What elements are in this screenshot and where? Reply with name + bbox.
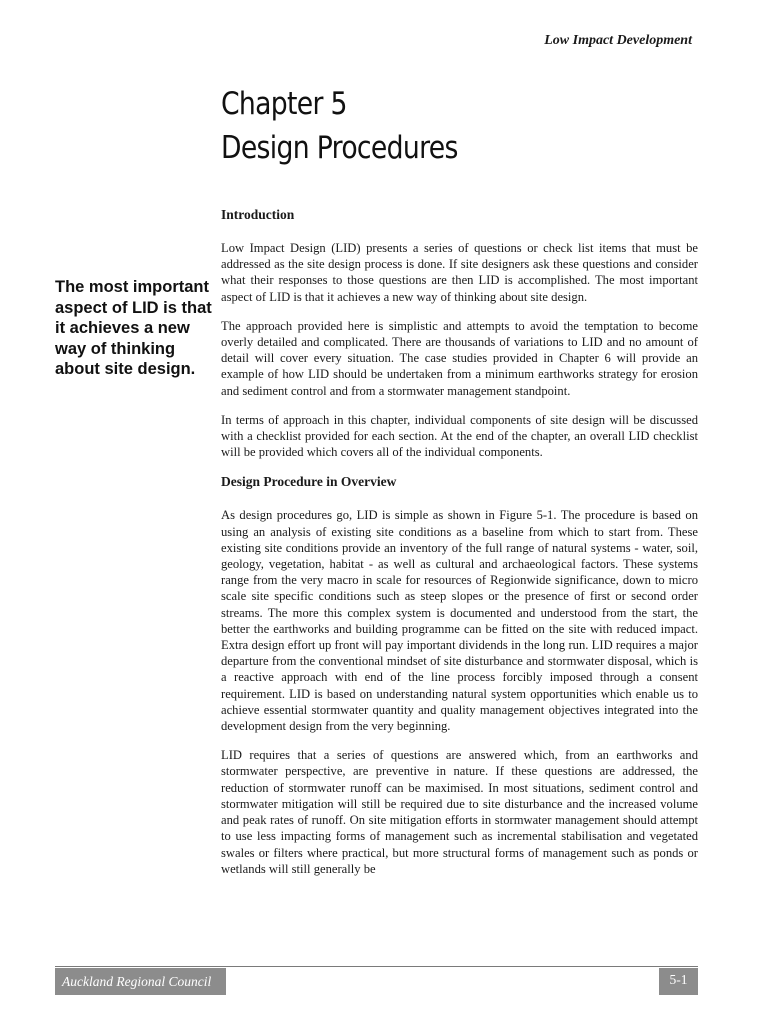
body-column xyxy=(221,206,698,877)
section-heading-overview: Design Procedure in Overview xyxy=(221,474,397,490)
body-paragraph: The approach provided here is simplistic and attempts to avoid the temptation to become overly detailed and complicated. There are thousands of variations to LID and no amount of detail will cover every situation. The case studies provided in Chapter 6 will provide an example of how LID should be undertaken from a minimum earthworks strategy for erosion and sediment control and from a stormwater management standpoint. xyxy=(221,318,698,398)
footer-organisation: Auckland Regional Council xyxy=(55,968,226,995)
body-paragraph: Low Impact Design (LID) presents a series of questions or check list items that must be addressed as the site design process is done. If site designers ask these questions and consider what their responses to those questions are then LID is accomplished. The most important aspect of LID is that it achieves a new way of thinking about site design. xyxy=(221,241,698,304)
pull-quote: The most important aspect of LID is that it achieves a new way of thinking about site design. xyxy=(55,278,212,378)
page-number: 5-1 xyxy=(659,968,698,995)
chapter-number: Chapter 5 xyxy=(221,86,347,122)
body-paragraph: As design procedures go, LID is simple as shown in Figure 5-1. The procedure is based on using an analysis of existing site conditions as a baseline from which to start from. These existing site conditions provide an inventory of the full range of natural systems - water, soil, geology, vegetation, habitat - as well as cultural and archaeological factors. These systems range from the very macro in scale for resources of Regionwide significance, down to micro scale site specific conditions such as steep slopes or the presence of first or second order streams. The more this complex system is documented and understood from the start, the better the earthworks and building programme can be fitted on the site with reduced impact. Extra design effort up front will pay important dividends in the long run. LID requires a major departure from the conventional mindset of site disturbance and stormwater disposal, which is a reactive approach with end of the line process forcibly imposed through a consent requirement. LID is based on understanding natural system opportunities which enable us to achieve essential stormwater quantity and quality management objectives integrated into the development design from the very beginning. xyxy=(221,508,698,734)
chapter-name: Design Procedures xyxy=(221,130,458,166)
footer-rule xyxy=(55,966,698,967)
body-paragraph: In terms of approach in this chapter, individual components of site design will be discussed with a checklist provided for each section. At the end of the chapter, an overall LID checklist will be provided which covers all of the individual components. xyxy=(221,412,698,460)
chapter-title xyxy=(221,82,458,170)
running-header: Low Impact Development xyxy=(544,33,692,48)
body-paragraph: LID requires that a series of questions are answered which, from an earthworks and stormwater perspective, are preventive in nature. If these questions are addressed, the reduction of stormwater runoff can be maximised. In most situations, sediment control and stormwater mitigation will still be required due to site disturbance and the increased volume and peak rates of runoff. On site mitigation efforts in stormwater management should attempt to use less impacting forms of management such as incremental stabilisation and vegetated swales or filters where practical, but more structural forms of management such as ponds or wetlands will still generally be xyxy=(221,748,698,876)
section-heading-introduction: Introduction xyxy=(221,207,295,222)
